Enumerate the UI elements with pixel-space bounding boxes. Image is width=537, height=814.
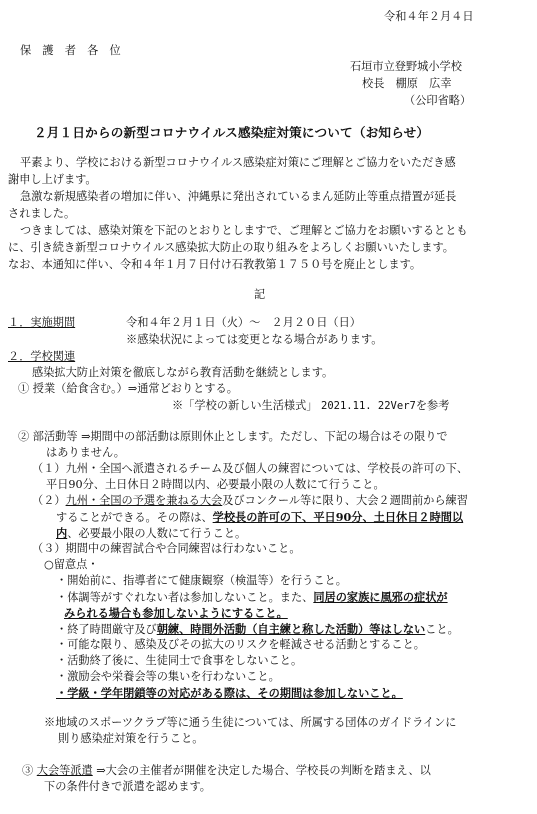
sub2-line — [32, 494, 468, 508]
sub2-line — [56, 526, 246, 541]
ki-heading: 記 — [254, 288, 266, 301]
note-point: ・開始前に、指導者にて健康観察（検温等）を行うこと。 — [56, 574, 347, 587]
section2-lead: 感染拡大防止対策を徹底しながら教育活動を継続とします。 — [32, 366, 334, 379]
note-point: ・可能な限り、感染及びその拡大のリスクを軽減させる活動とすること。 — [56, 638, 425, 651]
sub2-rest: 及びコンクール等に限り、大会２週間前から練習 — [222, 494, 468, 507]
intro-line: 急激な新規感染者の増加に伴い、沖縄県に発出されているまん延防止等重点措置が延長 — [20, 190, 457, 203]
item2-text: ⇒期間中の部活動は原則休止とします。ただし、下記の場合はその限りで — [81, 430, 448, 443]
document-date: 令和４年２月４日 — [384, 10, 474, 23]
reference-version: 2021.11. 22Ver7 — [321, 400, 416, 412]
item3-num: ③ — [22, 764, 34, 777]
sub1-line: 平日90分、土日休日２時間以内、必要最小限の人数にて行うこと。 — [46, 478, 385, 491]
note-point — [56, 622, 459, 637]
section2-label: ２．学校関連 — [8, 350, 76, 363]
item1-label: 授業（給食含む。） — [32, 382, 128, 395]
page-title: ２月１日からの新型コロナウイルス感染症対策について（お知らせ） — [34, 125, 430, 140]
sub1-line: （１）九州・全国へ派遣されるチーム及び個人の練習については、学校長の許可の下、 — [32, 462, 469, 475]
club-note: 則り感染症対策を行うこと。 — [58, 732, 204, 745]
item2-label: 部活動等 — [32, 430, 78, 443]
sub3-line: （３）期間中の練習試合や合同練習は行わないこと。 — [32, 542, 301, 555]
sub2-line — [56, 510, 463, 525]
item3-text2: 下の条件付きで派遣を認めます。 — [44, 780, 211, 793]
notes-heading: ○留意点・ — [44, 558, 99, 571]
reference-suffix: を参考 — [415, 399, 450, 412]
section1-label: １．実施期間 — [8, 316, 76, 329]
item1-num: ① — [18, 382, 30, 395]
note-point-bold: 同居の家族に風邪の症状が — [313, 590, 448, 604]
sub2-plain: することができる。その際は、 — [56, 511, 213, 524]
note-point: ・活動終了後に、生徒同士で食事をしないこと。 — [56, 654, 303, 667]
school-name: 石垣市立登野城小学校 — [350, 60, 462, 73]
item3-text: ⇒大会の主催者が開催を決定した場合、学校長の判断を踏まえ、以 — [96, 764, 431, 777]
sub2-underlined: 九州・全国の予選を兼ねる大会 — [65, 494, 223, 507]
intro-line: つきましては、感染対策を下記のとおりとしますで、ご理解とご協力をお願いするととも — [20, 224, 468, 237]
item1-text: ⇒通常どおりとする。 — [127, 382, 238, 395]
sub2-plain-end: 、必要最小限の人数にて行うこと。 — [67, 527, 247, 540]
item2-line — [18, 430, 448, 444]
item2-text2: はありません。 — [46, 446, 125, 459]
note-point-bold: 朝練、時間外活動（自主練と称した活動）等はしない — [156, 622, 426, 636]
intro-line: されました。 — [8, 207, 76, 220]
intro-line: 平素より、学校における新型コロナウイルス感染症対策にご理解とご協力をいただき感 — [20, 156, 456, 169]
club-note: ※地域のスポーツクラブ等に通う生徒については、所属する団体のガイドラインに — [44, 716, 457, 729]
note-point: ・学級・学年閉鎖等の対応がある際は、その期間は参加しないこと。 — [56, 686, 403, 700]
section1-note: ※感染状況によっては変更となる場合があります。 — [126, 333, 383, 346]
principal-name: 校長 棚原 広幸 — [362, 77, 452, 90]
note-point-text: ・体調等がすぐれない者は参加しないこと。また、 — [56, 591, 314, 604]
item1-line — [18, 382, 238, 396]
note-point-end: こと。 — [425, 623, 459, 636]
reference-prefix: ※「学校の新しい生活様式」 — [172, 399, 318, 412]
seal-note: （公印省略） — [404, 94, 472, 107]
intro-line: 謝申し上げます。 — [8, 173, 97, 186]
section1-period: 令和４年２月１日（火）～ ２月２０日（日） — [126, 316, 361, 329]
sub2-bold-end: 内 — [56, 526, 68, 540]
item1-reference — [172, 399, 449, 413]
note-point: ・激励会や栄養会等の集いを行わないこと。 — [56, 670, 280, 683]
addressee: 保 護 者 各 位 — [20, 44, 121, 57]
item3-line — [22, 764, 431, 778]
note-point — [56, 590, 448, 605]
note-point: みられる場合も参加しないようにすること。 — [64, 606, 288, 620]
sub2-bold: 学校長の許可の下、平日90分、土日休日２時間以 — [212, 510, 464, 524]
item3-label: 大会等派遣 — [36, 764, 93, 777]
note-point-text: ・終了時間厳守及び — [56, 623, 157, 636]
intro-line: なお、本通知に伴い、令和４年１月７日付け石教教第１７５０号を廃止とします。 — [8, 258, 422, 271]
intro-line: に、引き続き新型コロナウイルス感染拡大防止の取り組みをよろしくお願いいたします。 — [8, 241, 454, 254]
sub2-prefix: （２） — [32, 494, 66, 507]
item2-num: ② — [18, 430, 30, 443]
